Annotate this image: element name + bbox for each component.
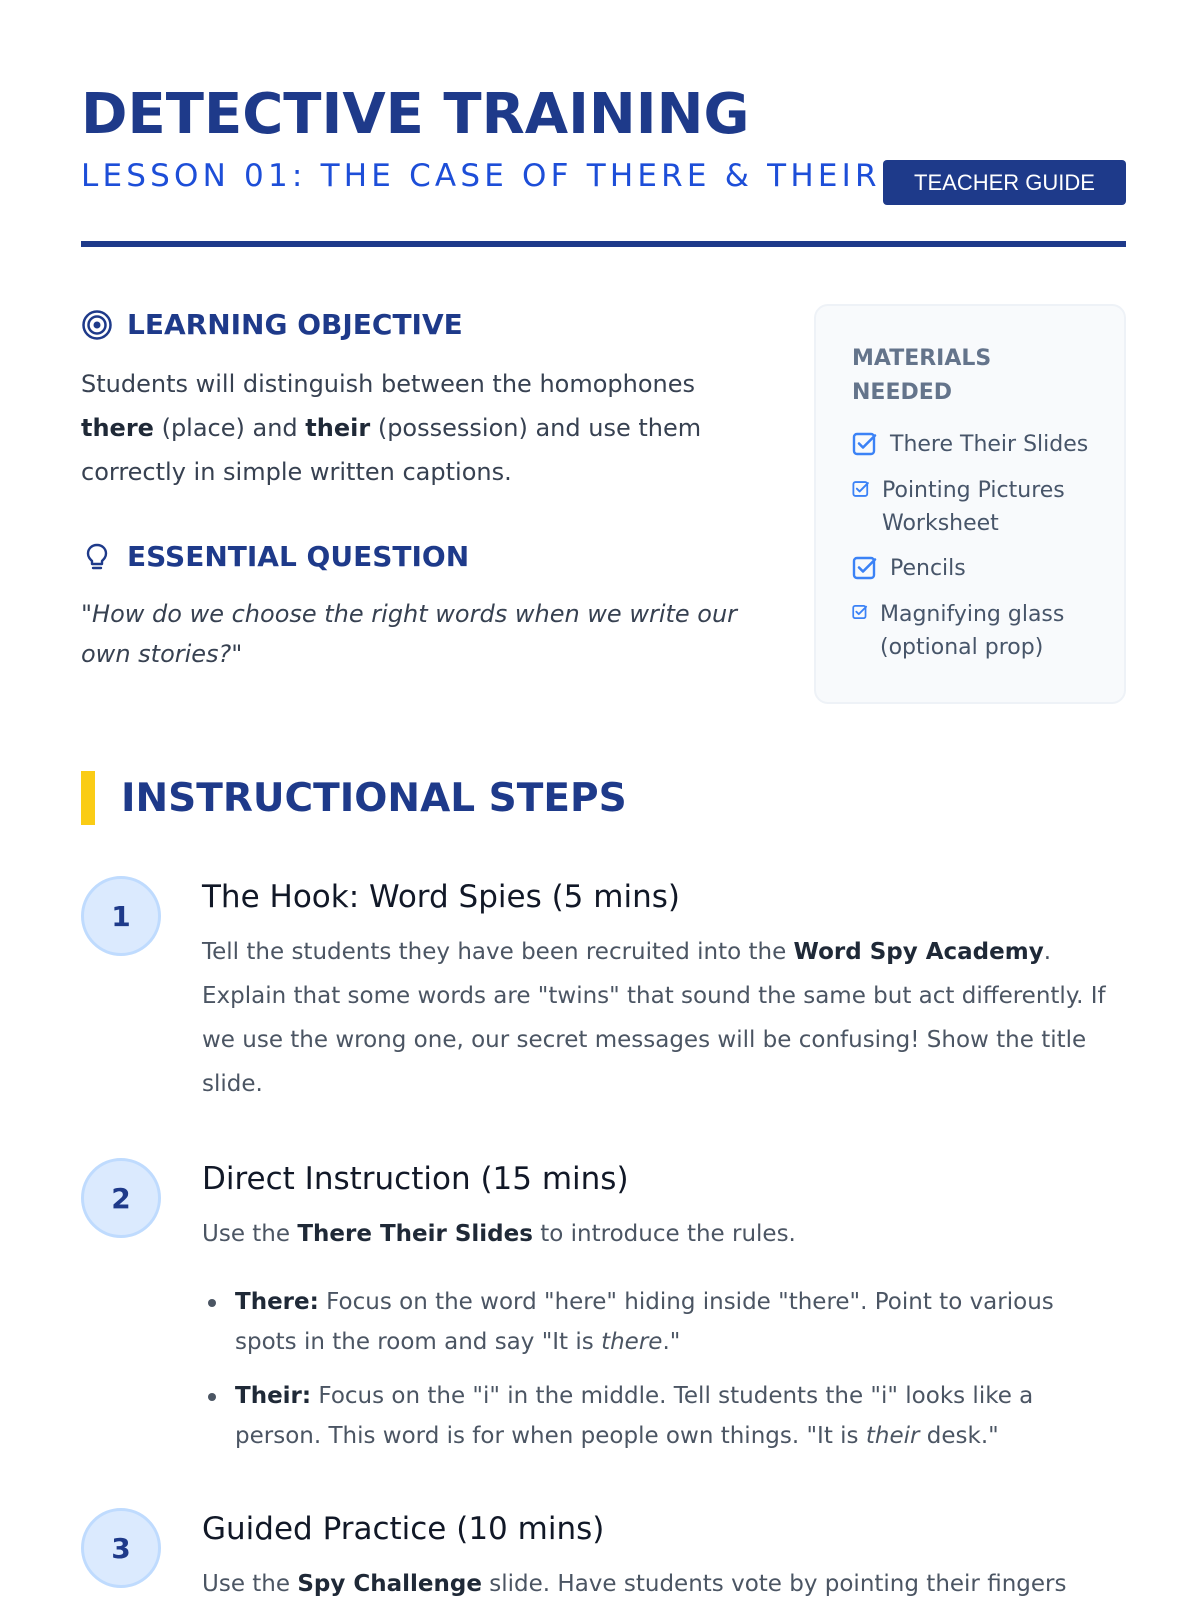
learning-objective-text: Students will distinguish between the homophones there (place) and their (possession) and use them correctly in simple written captions. (81, 370, 702, 486)
materials-panel (814, 304, 1126, 704)
material-item: There Their Slides (852, 428, 1112, 461)
step-number-2: 2 (81, 1158, 161, 1238)
homophone-their: their (305, 414, 371, 442)
learning-objective-label: LEARNING OBJECTIVE (127, 308, 463, 341)
essential-question-label: ESSENTIAL QUESTION (127, 540, 470, 573)
instructional-steps-heading (81, 771, 627, 825)
instructional-steps-label: INSTRUCTIONAL STEPS (121, 775, 627, 821)
essential-question-text: "How do we choose the right words when we write our own stories?" (81, 600, 738, 668)
rule-bullet-there: There: Focus on the word "here" hiding inside "there". Point to various spots in the room and say "It is there." (205, 1282, 1095, 1362)
step-text-2: Use the There Their Slides to introduce the rules. (202, 1221, 796, 1247)
slides-name: There Their Slides (297, 1221, 533, 1247)
step-text-1: Tell the students they have been recruited into the Word Spy Academy. Explain that some words are "twins" that sound the same but act differently. If we use the wrong one, our secret messages will be confusing! Show the title slide. (202, 939, 1106, 1097)
spy-challenge: Spy Challenge (297, 1571, 482, 1597)
page-title: DETECTIVE TRAINING (81, 82, 750, 147)
step-title-1: The Hook: Word Spies (5 mins) (202, 879, 680, 915)
material-item: Magnifying glass (optional prop) (852, 598, 1112, 664)
material-item: Pointing Pictures Worksheet (852, 474, 1112, 540)
step-number-3: 3 (81, 1508, 161, 1588)
material-item: Pencils (852, 552, 1112, 585)
step-title-2: Direct Instruction (15 mins) (202, 1161, 629, 1197)
checkbox-checked-icon (852, 480, 870, 498)
checkbox-checked-icon (852, 604, 868, 620)
homophone-there: there (81, 414, 154, 442)
step-title-3: Guided Practice (10 mins) (202, 1511, 605, 1547)
step-number-1: 1 (81, 876, 161, 956)
target-icon (81, 309, 113, 341)
checkbox-checked-icon (852, 555, 878, 581)
word-spy-academy: Word Spy Academy (793, 939, 1044, 965)
step-text-3: Use the Spy Challenge slide. Have students vote by pointing their fingers (202, 1571, 1067, 1597)
teacher-guide-badge: TEACHER GUIDE (883, 160, 1126, 205)
lightbulb-icon (81, 541, 113, 573)
header-divider (81, 241, 1126, 247)
checkbox-checked-icon (852, 431, 878, 457)
materials-title: MATERIALS NEEDED (852, 346, 992, 405)
rule-bullet-their: Their: Focus on the "i" in the middle. Tell students the "i" looks like a person. This word is for when people own things. "It is their desk." (205, 1376, 1095, 1456)
lesson-subtitle: LESSON 01: THE CASE OF THERE & THEIR (81, 158, 881, 194)
learning-objective-heading (81, 308, 463, 341)
accent-bar (81, 771, 95, 825)
essential-question-heading (81, 540, 469, 573)
